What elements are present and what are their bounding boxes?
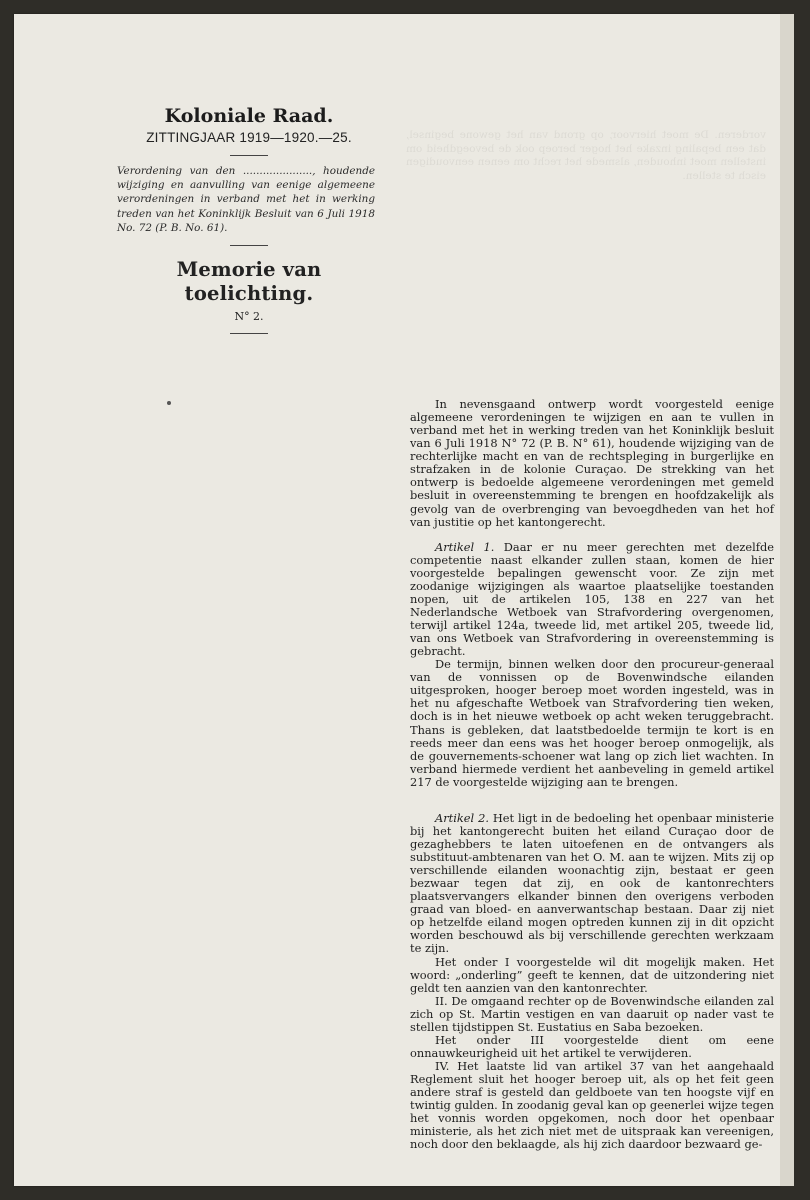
bleed-through-text: vorderen. De moet hiervoor, op grond van het gewone beginsel, dat een bepaling inzake het hoger beroep ook de bevoegdheid om instellen moet inhouden, alsmede het recht om eenen eenvoudigen eisch te stellen. bbox=[406, 129, 766, 182]
memorandum-heading: Memorie van toelichting. bbox=[176, 258, 322, 306]
session-year: ZITTINGJAAR 1919—1920.—25. bbox=[146, 130, 352, 145]
council-title: Koloniale Raad. bbox=[164, 105, 334, 127]
ordinance-subtitle: Verordening van den ....................., houdende wijziging en aanvulling van eenige algemeene verordeningen in verband met het in werking treden van het Koninklijk Besluit van 6 Juli 1918 No. 72 (P. B. No. 61). bbox=[117, 165, 375, 234]
page-edge bbox=[780, 14, 794, 1186]
document-number: N° 2. bbox=[234, 310, 264, 324]
article-2-paragraph bbox=[410, 812, 774, 956]
article-2-text: Het ligt in de bedoeling het openbaar ministerie bij het kantongerecht buiten het eiland Curaçao door de gezaghebbers te laten uitoefenen en de ontvangers als substituut-ambtenaren van het O. M. aan te wijzen. Mits zij op verschillende eilanden woonachtig zijn, bestaat er geen bezwaar tegen dat zij, en ook de kantonrechters plaatsvervangers elkander binnen den overigens verboden graad van bloed- en aanverwantschap bestaan. Daar zij niet op hetzelfde eiland mogen optreden kunnen zij in dit opzicht worden beschouwd als bij verschillende gerechten werkzaam te zijn. bbox=[410, 810, 775, 956]
ink-spot bbox=[167, 401, 171, 405]
document-page bbox=[14, 14, 780, 1186]
document-header bbox=[114, 104, 384, 342]
memorandum-body bbox=[410, 398, 774, 1151]
article-1-paragraph bbox=[410, 541, 774, 659]
paragraph-II: II. De omgaand rechter op de Bovenwindsche eilanden zal zich op St. Martin vestigen en van daaruit op nader vast te stellen tijdstippen St. Eustatius en Saba bezoeken. bbox=[410, 993, 774, 1034]
intro-paragraph: In nevensgaand ontwerp wordt voorgesteld eenige algemeene verordeningen te wijzigen en aan te vullen in verband met het in werking treden van het Koninklijk besluit van 6 Juli 1918 N° 72 (P. B. N° 61), houdende wijziging van de rechterlijke macht en van de rechtspleging in burgerlijke en strafzaken in de kolonie Curaçao. De strekking van het ontwerp is bedoelde algemeene verordeningen met gemeld besluit in overeenstemming te brengen en hoofdzakelijk als gevolg van de overbrenging van bevoegdheden van het hof van justitie op het kantongerecht. bbox=[410, 397, 774, 529]
paragraph-IV: IV. Het laatste lid van artikel 37 van het aangehaald Reglement sluit het hooger beroep uit, als op het feit geen andere straf is gesteld dan geldboete van ten hoogste vijf en twintig gulden. In zoodanig geval kan op geenerlei wijze tegen het vonnis worden opgekomen, noch door het openbaar ministerie, als het zich niet met de uitspraak kan vereenigen, noch door den beklaagde, als hij zich daardoor bezwaard ge- bbox=[410, 1059, 774, 1152]
paragraph-III: Het onder III voorgestelde dient om eene onnauwkeurigheid uit het artikel te verwijderen. bbox=[410, 1032, 774, 1060]
article-1-text: Daar er nu meer gerechten met dezelfde competentie naast elkander zullen staan, komen de hier voorgestelde bepalingen gewenscht voor. Ze zijn met zoodanige wijzigingen als waartoe plaatselijke toestanden nopen, uit de artikelen 105, 138 en 227 van het Nederlandsche Wetboek van Strafvordering overgenomen, terwijl artikel 124a, tweede lid, met artikel 205, tweede lid, van ons Wetboek van Strafvordering in overeenstemming is gebracht. bbox=[410, 539, 774, 659]
paragraph-I: Het onder I voorgestelde wil dit mogelijk maken. Het woord: „onderling” geeft te kennen, dat de uitzondering niet geldt ten aanzien van den kantonrechter. bbox=[410, 954, 774, 995]
divider bbox=[230, 155, 268, 156]
article-1-label: Artikel 1. bbox=[435, 539, 495, 554]
divider bbox=[230, 245, 268, 246]
article-2-label: Artikel 2. bbox=[435, 810, 489, 825]
article-1-paragraph-2: De termijn, binnen welken door den procureur-generaal van de vonnissen op de Bovenwindsche eilanden uitgesproken, hooger beroep moet worden ingesteld, was in het nu afgeschafte Wetboek van Strafvordering tien weken, doch is in het nieuwe wetboek op acht weken teruggebracht. Thans is gebleken, dat laatstbedoelde termijn te kort is en reeds meer dan eens was het hooger beroep onmogelijk, als de gouvernements-schoener wat lang op zich liet wachten. In verband hiermede verdient het aanbeveling in gemeld artikel 217 de voorgestelde wijziging aan te brengen. bbox=[410, 657, 774, 789]
divider bbox=[230, 333, 268, 334]
